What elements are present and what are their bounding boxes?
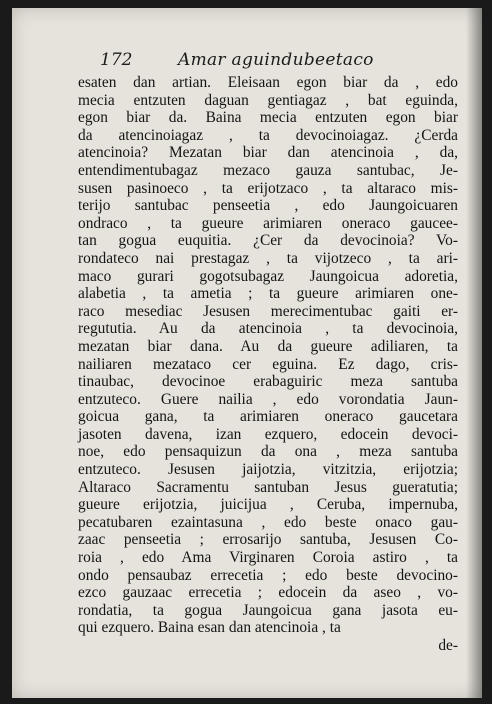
text-line: tinaubac, devocinoe erabaguiric meza santuba [78, 373, 458, 391]
text-line: mezatan biar dana. Au da gueure adiliaren, ta [78, 337, 458, 355]
text-line: gueure erijotzia, juicijua , Ceruba, impernuba, [78, 496, 458, 514]
text-line: pecatubaren ezaintasuna , edo beste onaco gau- [78, 513, 458, 531]
text-line: tan gogua euquitia. ¿Cer da devocinoia? Vo- [78, 232, 458, 250]
text-line: rondatia, ta gogua Jaungoicua gana jasota eu- [78, 601, 458, 619]
text-line: atencinoia? Mezatan biar dan atencinoia , da, [78, 144, 458, 162]
text-line: zaac penseetia ; errosarijo santuba, Jesusen Co- [78, 531, 458, 549]
text-line: de- [438, 637, 458, 654]
text-line: alabetia , ta ametia ; ta gueure arimiaren one- [78, 285, 458, 303]
text-line: da atencinoiagaz , ta devocinoiagaz. ¿Cerda [78, 126, 458, 144]
text-line: maco gurari gogotsubagaz Jaungoicua adoretia, [78, 267, 458, 285]
text-line: esaten dan artian. Eleisaan egon biar da , edo [78, 74, 458, 91]
page-number: 172 [100, 50, 133, 70]
running-title: Amar aguindubeetaco [178, 50, 374, 70]
text-line: ezco gauzaac errecetia ; edocein da aseo , vo- [78, 584, 458, 602]
text-line: ondo pensaubaz errecetia ; edo beste devocino- [78, 566, 458, 584]
text-line: qui ezquero. Baina esan dan atencinoia , ta [78, 619, 341, 637]
text-line: regututia. Au da atencinoia , ta devocinoia, [78, 320, 458, 338]
text-line: nailiaren mezataco cer eguina. Ez dago, cris- [78, 355, 458, 373]
page-header [100, 50, 460, 74]
text-line: noe, edo pensaquizun da ona , meza santuba [78, 443, 458, 461]
book-page [12, 8, 482, 698]
text-line: goicua gana, ta arimiaren oneraco gaucetara [78, 408, 458, 426]
text-line: egon biar da. Baina mecia entzuten egon biar [78, 109, 458, 127]
text-line: susen pasinoeco , ta erijotzaco , ta altaraco mis- [78, 179, 458, 197]
body-text [78, 74, 458, 655]
text-line: entzuteco. Jesusen jaijotzia, vitzitzia, erijotzia; [78, 461, 458, 479]
text-line: ondraco , ta gueure arimiaren oneraco gaucee- [78, 214, 458, 232]
text-line: roia , edo Ama Virginaren Coroia astiro , ta [78, 549, 458, 567]
text-line: raco mesediac Jesusen merecimentubac gaiti er- [78, 302, 458, 320]
text-line: mecia entzuten daguan gentiagaz , bat eguinda, [78, 91, 458, 109]
text-line: terijo santubac penseetia , edo Jaungoicuaren [78, 197, 458, 215]
text-line: rondateco nai prestagaz , ta vijotzeco , ta ari- [78, 249, 458, 267]
text-line: jasoten davena, izan ezquero, edocein devoci- [78, 425, 458, 443]
text-line: entendimentubagaz mezaco gauza santubac, Je- [78, 161, 458, 179]
text-line: Altaraco Sacramentu santuban Jesus gueratutia; [78, 478, 458, 496]
text-line: entzuteco. Guere nailia , edo vorondatia Jaun- [78, 390, 458, 408]
